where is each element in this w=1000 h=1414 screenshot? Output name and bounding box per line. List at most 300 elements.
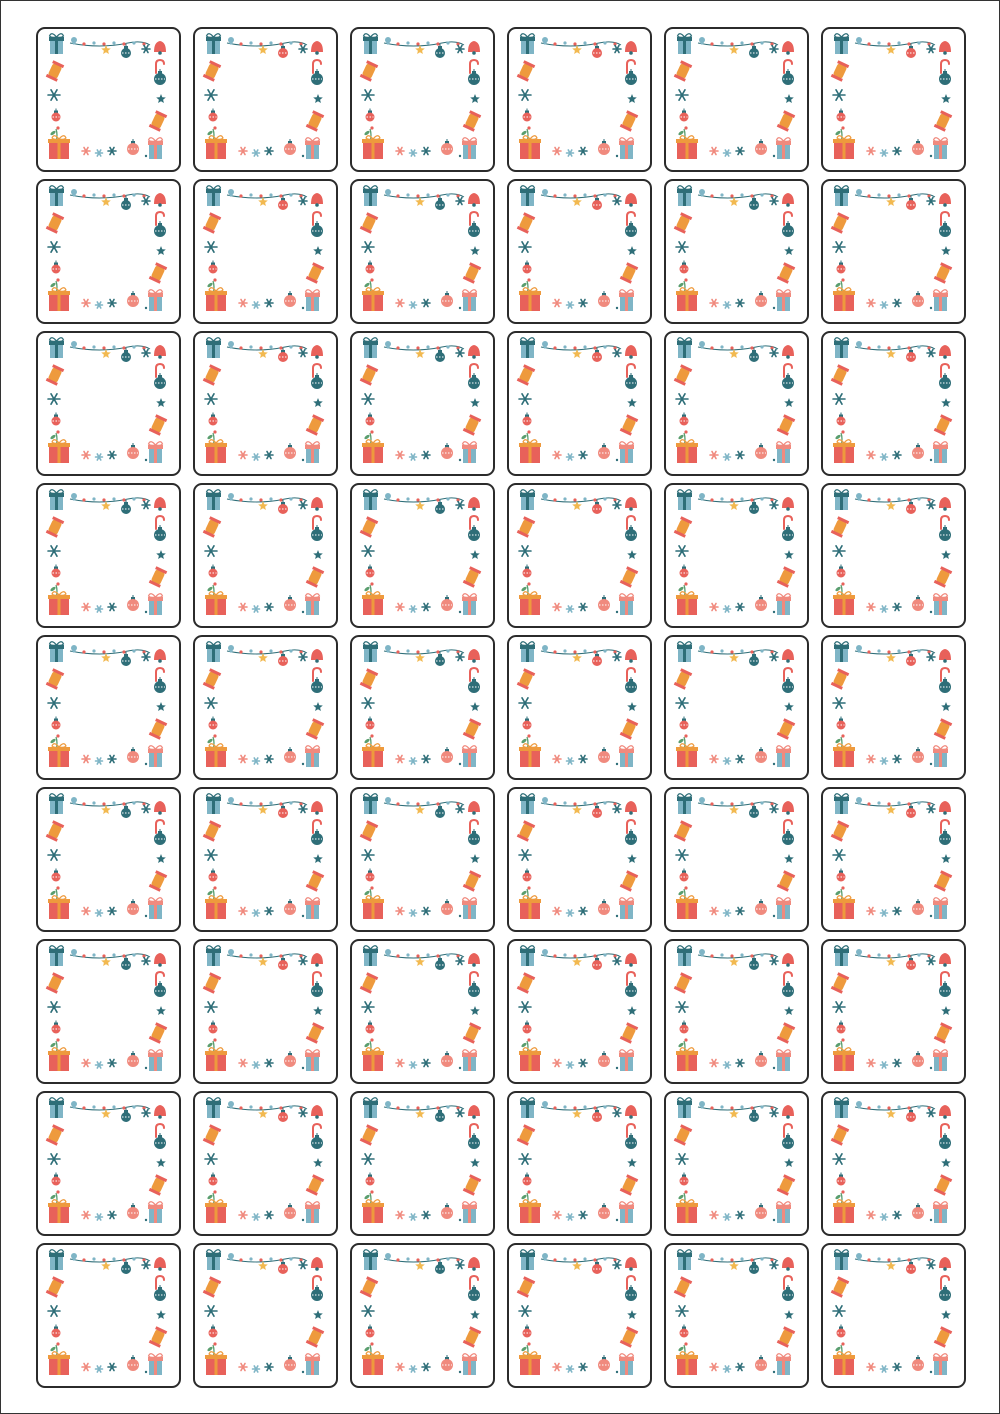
- snowflake-icon: [881, 606, 888, 612]
- snowflake-icon: [239, 1212, 247, 1219]
- sticker-label: [821, 635, 966, 780]
- gift-box-icon: [362, 592, 384, 615]
- bell-icon: [468, 41, 480, 55]
- ornament-icon: [680, 1021, 689, 1034]
- star-icon: [941, 854, 951, 863]
- snowflake-icon: [265, 908, 273, 915]
- snowflake-icon: [265, 604, 273, 611]
- bell-icon: [625, 345, 637, 359]
- bell-icon: [782, 193, 794, 207]
- snowflake-icon: [422, 756, 430, 763]
- gift-box-icon: [834, 186, 849, 206]
- christmas-border-decoration: [509, 637, 650, 778]
- sticker-label: [821, 939, 966, 1084]
- gift-box-icon: [677, 490, 692, 510]
- snowflake-icon: [265, 1364, 273, 1371]
- snowflake-icon: [265, 148, 273, 155]
- lantern-icon: [777, 110, 795, 131]
- bell-icon: [939, 41, 951, 55]
- bell-icon: [311, 801, 323, 815]
- ornament-icon: [127, 899, 139, 915]
- ornament-icon: [906, 500, 916, 514]
- lantern-icon: [777, 718, 795, 739]
- gift-box-icon: [676, 592, 698, 615]
- ornament-icon: [284, 747, 296, 763]
- snowflake-icon: [736, 604, 744, 611]
- bell-icon: [311, 1257, 323, 1271]
- ornament-icon: [912, 595, 924, 611]
- lantern-icon: [360, 1276, 378, 1297]
- ornament-icon: [592, 652, 602, 666]
- gift-box-icon: [933, 898, 948, 919]
- ornament-icon: [837, 565, 846, 578]
- gift-box-icon: [520, 338, 535, 358]
- snowflake-icon: [567, 454, 574, 460]
- lantern-icon: [203, 1276, 221, 1297]
- ornament-icon: [441, 291, 453, 307]
- ornament-icon: [906, 1108, 916, 1122]
- ornament-icon: [441, 1355, 453, 1371]
- snowflake-icon: [456, 958, 464, 965]
- string-lights-icon: [227, 953, 307, 958]
- snowflake-icon: [142, 654, 150, 661]
- gift-box-icon: [363, 642, 378, 662]
- snowflake-icon: [613, 654, 621, 661]
- ornament-icon: [749, 500, 759, 514]
- snowflake-icon: [613, 350, 621, 357]
- snowflake-icon: [770, 198, 778, 205]
- ornament-icon: [906, 1260, 916, 1274]
- string-lights-icon: [855, 193, 935, 198]
- sticker-label: [36, 331, 181, 476]
- string-lights-icon: [698, 497, 778, 502]
- bell-icon: [782, 801, 794, 815]
- ornament-icon: [121, 1108, 131, 1122]
- ornament-icon: [121, 44, 131, 58]
- gift-box-icon: [676, 136, 698, 159]
- snowflake-icon: [205, 1154, 217, 1164]
- ornament-icon: [755, 747, 767, 763]
- bell-icon: [311, 345, 323, 359]
- star-icon: [627, 1006, 637, 1015]
- ornament-icon: [52, 1021, 61, 1034]
- star-icon: [627, 246, 637, 255]
- snowflake-icon: [410, 910, 417, 916]
- string-lights-icon: [70, 1105, 150, 1110]
- gift-box-icon: [305, 290, 320, 311]
- snowflake-icon: [108, 300, 116, 307]
- gift-box-icon: [519, 592, 541, 615]
- snowflake-icon: [867, 452, 875, 459]
- bell-icon: [311, 497, 323, 511]
- gift-box-icon: [776, 594, 791, 615]
- bell-icon: [625, 649, 637, 663]
- star-icon: [784, 246, 794, 255]
- snowflake-icon: [410, 454, 417, 460]
- snowflake-icon: [676, 1002, 688, 1012]
- ornament-icon: [598, 1051, 610, 1067]
- sticker-label: [507, 483, 652, 628]
- lantern-icon: [149, 870, 167, 891]
- christmas-border-decoration: [509, 1093, 650, 1234]
- lantern-icon: [149, 566, 167, 587]
- ornament-icon: [598, 1355, 610, 1371]
- snowflake-icon: [736, 908, 744, 915]
- ornament-icon: [837, 717, 846, 730]
- string-lights-icon: [70, 1257, 150, 1262]
- string-lights-icon: [541, 953, 621, 958]
- ornament-icon: [592, 500, 602, 514]
- lantern-icon: [46, 972, 64, 993]
- lantern-icon: [306, 110, 324, 131]
- snowflake-icon: [108, 148, 116, 155]
- snowflake-icon: [299, 46, 307, 53]
- gift-box-icon: [148, 1354, 163, 1375]
- snowflake-icon: [710, 148, 718, 155]
- ornament-icon: [52, 565, 61, 578]
- lantern-icon: [831, 1276, 849, 1297]
- snowflake-icon: [519, 394, 531, 404]
- ornament-icon: [592, 196, 602, 210]
- lantern-icon: [463, 1022, 481, 1043]
- snowflake-icon: [893, 604, 901, 611]
- gift-box-icon: [619, 1050, 634, 1071]
- lantern-icon: [306, 1326, 324, 1347]
- bell-icon: [782, 41, 794, 55]
- ornament-icon: [435, 44, 445, 58]
- bell-icon: [782, 649, 794, 663]
- snowflake-icon: [927, 46, 935, 53]
- ornament-icon: [912, 747, 924, 763]
- snowflake-icon: [108, 1364, 116, 1371]
- christmas-border-decoration: [38, 1245, 179, 1386]
- string-lights-icon: [541, 1105, 621, 1110]
- sticker-label: [193, 787, 338, 932]
- snowflake-icon: [82, 452, 90, 459]
- snowflake-icon: [519, 1002, 531, 1012]
- snowflake-icon: [833, 242, 845, 252]
- lantern-icon: [517, 972, 535, 993]
- snowflake-icon: [253, 1062, 260, 1068]
- ornament-icon: [52, 413, 61, 426]
- snowflake-icon: [567, 1366, 574, 1372]
- bell-icon: [782, 345, 794, 359]
- string-lights-icon: [384, 1257, 464, 1262]
- christmas-border-decoration: [666, 1093, 807, 1234]
- star-icon: [941, 550, 951, 559]
- snowflake-icon: [770, 958, 778, 965]
- snowflake-icon: [142, 1110, 150, 1117]
- sticker-label: [507, 331, 652, 476]
- lantern-icon: [831, 1124, 849, 1145]
- ornament-icon: [755, 899, 767, 915]
- ornament-icon: [912, 291, 924, 307]
- gift-box-icon: [933, 746, 948, 767]
- snowflake-icon: [579, 756, 587, 763]
- christmas-border-decoration: [352, 181, 493, 322]
- ornament-icon: [906, 652, 916, 666]
- snowflake-icon: [108, 604, 116, 611]
- snowflake-icon: [519, 90, 531, 100]
- snowflake-icon: [410, 1062, 417, 1068]
- star-icon: [784, 702, 794, 711]
- ornament-icon: [366, 565, 375, 578]
- gift-box-icon: [619, 138, 634, 159]
- christmas-border-decoration: [38, 789, 179, 930]
- ornament-icon: [121, 956, 131, 970]
- string-lights-icon: [70, 41, 150, 46]
- ornament-icon: [906, 348, 916, 362]
- gift-box-icon: [363, 794, 378, 814]
- snowflake-icon: [205, 242, 217, 252]
- gift-box-icon: [205, 592, 227, 615]
- gift-box-icon: [205, 1048, 227, 1071]
- gift-box-icon: [933, 594, 948, 615]
- snowflake-icon: [396, 908, 404, 915]
- snowflake-icon: [299, 1262, 307, 1269]
- snowflake-icon: [770, 1110, 778, 1117]
- snowflake-icon: [48, 242, 60, 252]
- bell-icon: [154, 193, 166, 207]
- snowflake-icon: [833, 1306, 845, 1316]
- gift-box-icon: [676, 1048, 698, 1071]
- snowflake-icon: [867, 1060, 875, 1067]
- lantern-icon: [360, 60, 378, 81]
- lantern-icon: [934, 1022, 952, 1043]
- gift-box-icon: [206, 1098, 221, 1118]
- star-icon: [313, 550, 323, 559]
- snowflake-icon: [881, 1214, 888, 1220]
- ornament-icon: [598, 443, 610, 459]
- string-lights-icon: [855, 1257, 935, 1262]
- sticker-label: [36, 27, 181, 172]
- star-icon: [470, 398, 480, 407]
- gift-box-icon: [834, 34, 849, 54]
- ornament-icon: [52, 261, 61, 274]
- bell-icon: [625, 953, 637, 967]
- snowflake-icon: [519, 1154, 531, 1164]
- lantern-icon: [517, 212, 535, 233]
- string-lights-icon: [698, 1257, 778, 1262]
- string-lights-icon: [70, 345, 150, 350]
- gift-box-icon: [833, 1352, 855, 1375]
- snowflake-icon: [833, 394, 845, 404]
- gift-box-icon: [834, 642, 849, 662]
- gift-box-icon: [462, 138, 477, 159]
- snowflake-icon: [867, 300, 875, 307]
- bell-icon: [782, 953, 794, 967]
- lantern-icon: [674, 1276, 692, 1297]
- string-lights-icon: [541, 193, 621, 198]
- snowflake-icon: [676, 394, 688, 404]
- gift-box-icon: [834, 490, 849, 510]
- snowflake-icon: [362, 90, 374, 100]
- snowflake-icon: [142, 502, 150, 509]
- christmas-border-decoration: [666, 333, 807, 474]
- snowflake-icon: [833, 1002, 845, 1012]
- snowflake-icon: [456, 46, 464, 53]
- sticker-label: [664, 331, 809, 476]
- christmas-border-decoration: [352, 1245, 493, 1386]
- lantern-icon: [463, 718, 481, 739]
- snowflake-icon: [253, 150, 260, 156]
- bell-icon: [311, 1105, 323, 1119]
- gift-box-icon: [676, 896, 698, 919]
- snowflake-icon: [893, 756, 901, 763]
- lantern-icon: [463, 870, 481, 891]
- snowflake-icon: [396, 756, 404, 763]
- snowflake-icon: [579, 452, 587, 459]
- snowflake-icon: [253, 302, 260, 308]
- lantern-icon: [674, 516, 692, 537]
- lantern-icon: [463, 566, 481, 587]
- snowflake-icon: [205, 90, 217, 100]
- lantern-icon: [777, 870, 795, 891]
- snowflake-icon: [205, 546, 217, 556]
- string-lights-icon: [384, 801, 464, 806]
- snowflake-icon: [927, 502, 935, 509]
- ornament-icon: [209, 1021, 218, 1034]
- ornament-icon: [435, 348, 445, 362]
- snowflake-icon: [676, 1154, 688, 1164]
- lantern-icon: [46, 820, 64, 841]
- snowflake-icon: [567, 150, 574, 156]
- snowflake-icon: [422, 604, 430, 611]
- snowflake-icon: [96, 1214, 103, 1220]
- string-lights-icon: [698, 953, 778, 958]
- christmas-border-decoration: [509, 181, 650, 322]
- ornament-icon: [209, 565, 218, 578]
- lantern-icon: [46, 1124, 64, 1145]
- christmas-border-decoration: [823, 29, 964, 170]
- ornament-icon: [912, 899, 924, 915]
- lantern-icon: [463, 1174, 481, 1195]
- ornament-icon: [435, 196, 445, 210]
- gift-box-icon: [305, 594, 320, 615]
- ornament-icon: [906, 44, 916, 58]
- gift-box-icon: [776, 290, 791, 311]
- sticker-label: [507, 1243, 652, 1388]
- ornament-icon: [441, 899, 453, 915]
- sticker-label: [350, 27, 495, 172]
- bell-icon: [939, 953, 951, 967]
- bell-icon: [939, 345, 951, 359]
- star-icon: [313, 1310, 323, 1319]
- gift-box-icon: [619, 442, 634, 463]
- christmas-border-decoration: [352, 789, 493, 930]
- snowflake-icon: [579, 148, 587, 155]
- ornament-icon: [435, 1260, 445, 1274]
- snowflake-icon: [710, 300, 718, 307]
- snowflake-icon: [927, 198, 935, 205]
- snowflake-icon: [553, 300, 561, 307]
- snowflake-icon: [519, 242, 531, 252]
- snowflake-icon: [553, 1060, 561, 1067]
- sticker-label: [193, 27, 338, 172]
- gift-box-icon: [776, 1354, 791, 1375]
- string-lights-icon: [384, 41, 464, 46]
- ornament-icon: [284, 1355, 296, 1371]
- ornament-icon: [749, 348, 759, 362]
- string-lights-icon: [541, 1257, 621, 1262]
- lantern-icon: [46, 364, 64, 385]
- ornament-icon: [523, 109, 532, 122]
- snowflake-icon: [676, 546, 688, 556]
- snowflake-icon: [553, 1212, 561, 1219]
- snowflake-icon: [833, 850, 845, 860]
- snowflake-icon: [927, 958, 935, 965]
- lantern-icon: [203, 60, 221, 81]
- ornament-icon: [680, 413, 689, 426]
- ornament-icon: [441, 1051, 453, 1067]
- ornament-icon: [837, 261, 846, 274]
- snowflake-icon: [239, 452, 247, 459]
- gift-box-icon: [48, 592, 70, 615]
- gift-box-icon: [305, 746, 320, 767]
- lantern-icon: [463, 262, 481, 283]
- snowflake-icon: [676, 698, 688, 708]
- snowflake-icon: [553, 604, 561, 611]
- snowflake-icon: [362, 546, 374, 556]
- ornament-icon: [366, 1021, 375, 1034]
- snowflake-icon: [736, 300, 744, 307]
- star-icon: [941, 1006, 951, 1015]
- star-icon: [784, 398, 794, 407]
- snowflake-icon: [710, 756, 718, 763]
- gift-box-icon: [148, 594, 163, 615]
- snowflake-icon: [82, 604, 90, 611]
- snowflake-icon: [82, 1212, 90, 1219]
- lantern-icon: [203, 212, 221, 233]
- christmas-border-decoration: [509, 941, 650, 1082]
- lantern-icon: [674, 60, 692, 81]
- snowflake-icon: [710, 604, 718, 611]
- bell-icon: [625, 193, 637, 207]
- lantern-icon: [777, 1022, 795, 1043]
- snowflake-icon: [867, 604, 875, 611]
- snowflake-icon: [893, 148, 901, 155]
- gift-box-icon: [148, 898, 163, 919]
- lantern-icon: [360, 820, 378, 841]
- gift-box-icon: [776, 898, 791, 919]
- star-icon: [627, 94, 637, 103]
- star-icon: [313, 94, 323, 103]
- lantern-icon: [463, 1326, 481, 1347]
- lantern-icon: [360, 668, 378, 689]
- christmas-border-decoration: [195, 789, 336, 930]
- ornament-icon: [598, 899, 610, 915]
- bell-icon: [311, 953, 323, 967]
- gift-box-icon: [305, 1050, 320, 1071]
- christmas-border-decoration: [823, 1093, 964, 1234]
- lantern-icon: [463, 110, 481, 131]
- gift-box-icon: [519, 440, 541, 463]
- ornament-icon: [52, 1325, 61, 1338]
- gift-box-icon: [49, 794, 64, 814]
- snowflake-icon: [519, 1306, 531, 1316]
- snowflake-icon: [927, 1262, 935, 1269]
- christmas-border-decoration: [823, 485, 964, 626]
- snowflake-icon: [519, 698, 531, 708]
- bell-icon: [154, 497, 166, 511]
- gift-box-icon: [933, 290, 948, 311]
- lantern-icon: [203, 972, 221, 993]
- star-icon: [156, 94, 166, 103]
- snowflake-icon: [96, 150, 103, 156]
- star-icon: [627, 1158, 637, 1167]
- snowflake-icon: [613, 46, 621, 53]
- snowflake-icon: [567, 606, 574, 612]
